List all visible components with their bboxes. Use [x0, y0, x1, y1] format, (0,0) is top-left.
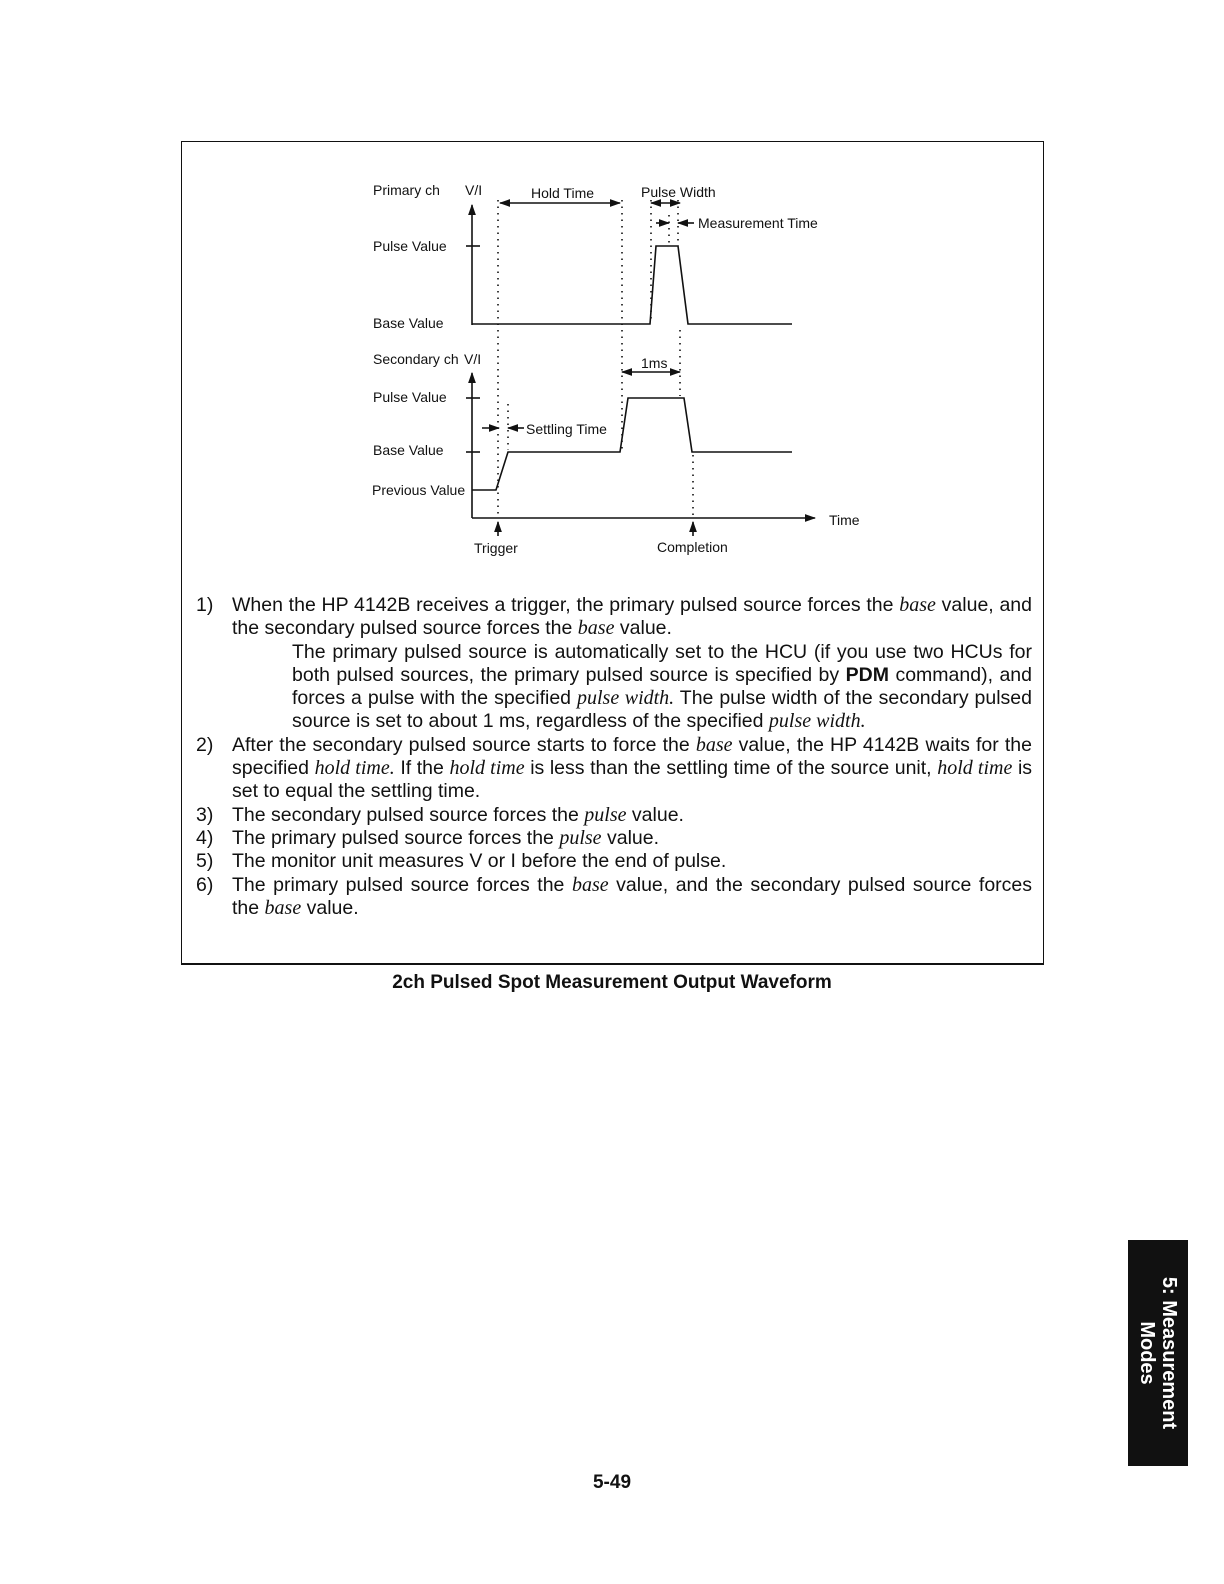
figure-caption: 2ch Pulsed Spot Measurement Output Waveform — [392, 972, 832, 993]
step-text: The pulse width of the secondary pulsed source is set to about 1 ms, regardless of the specified — [292, 687, 1032, 733]
step-emphasis: base — [571, 873, 609, 896]
step-emphasis: pulse — [584, 803, 627, 826]
primary-vi-label: V/I — [465, 182, 483, 198]
primary-waveform — [472, 246, 792, 324]
step-text: command), and forces a pulse with the specified — [292, 663, 1032, 710]
primary-ch-label: Primary ch — [373, 182, 440, 198]
primary-pulse-value-label: Pulse Value — [373, 238, 447, 254]
step-number: 4) — [196, 826, 214, 849]
chapter-side-tab — [1128, 1240, 1188, 1466]
step-emphasis: base — [695, 733, 733, 756]
primary-base-value-label: Base Value — [373, 315, 444, 331]
step-emphasis: pulse width. — [576, 687, 675, 710]
hold-time-label: Hold Time — [531, 185, 595, 201]
step-emphasis: pulse width. — [768, 710, 866, 733]
step-text: The monitor unit measures V or I before the end of pulse. — [232, 850, 727, 873]
secondary-base-value-label: Base Value — [373, 442, 444, 458]
step-text: value. — [619, 617, 672, 640]
step-1 — [196, 594, 1032, 734]
step-text: After the secondary pulsed source starts to force the — [232, 733, 690, 756]
procedure-steps — [196, 594, 1032, 920]
command-name: PDM — [845, 663, 889, 686]
step-number: 5) — [196, 850, 214, 873]
step-text: value, and the secondary pulsed source forces the — [232, 873, 1032, 919]
step-number: 1) — [196, 594, 214, 616]
waveform-diagram — [0, 0, 1224, 570]
step-emphasis: pulse — [559, 826, 602, 849]
step-1-sub-paragraph — [232, 641, 1032, 734]
step-emphasis: base — [264, 896, 302, 919]
step-text: is less than the settling time of the source unit, — [530, 757, 932, 780]
step-emphasis: hold time. — [314, 757, 395, 780]
step-number: 2) — [196, 733, 214, 756]
time-label: Time — [829, 512, 860, 528]
secondary-ch-label: Secondary ch — [373, 351, 459, 367]
trigger-label: Trigger — [474, 540, 518, 556]
previous-value-label: Previous Value — [372, 482, 466, 498]
step-text: value. — [606, 826, 660, 849]
chapter-side-tab-label: 5: Measurement Modes — [1136, 1276, 1180, 1430]
secondary-waveform — [472, 398, 792, 490]
page-number: 5-49 — [592, 1472, 632, 1493]
step-text: value, and the secondary pulsed source forces the — [232, 594, 1032, 640]
secondary-vi-label: V/I — [464, 351, 482, 367]
step-3 — [196, 804, 1032, 827]
pulse-width-label: Pulse Width — [641, 184, 716, 200]
completion-label: Completion — [657, 539, 728, 555]
step-text: The primary pulsed source forces the — [232, 873, 565, 896]
settling-time-label: Settling Time — [526, 421, 607, 437]
one-ms-label: 1ms — [641, 355, 668, 371]
step-number: 3) — [196, 803, 214, 826]
secondary-pulse-value-label: Pulse Value — [373, 389, 447, 405]
step-emphasis: hold time — [937, 757, 1013, 780]
step-6 — [196, 874, 1032, 921]
step-text: The primary pulsed source forces the — [232, 826, 554, 849]
step-text: value. — [306, 896, 359, 919]
step-emphasis: base — [899, 594, 936, 616]
step-text: is set to equal the settling time. — [232, 757, 1033, 803]
step-2 — [196, 734, 1032, 804]
step-emphasis: base — [577, 617, 615, 640]
step-text: The primary pulsed source is automatically set to the HCU (if you use two HCUs for both pulsed sources, the primary pulsed source is specified by — [292, 640, 1032, 686]
step-text: value, the HP 4142B waits for the specified — [232, 733, 1032, 780]
measurement-time-label: Measurement Time — [698, 215, 818, 231]
step-text: value. — [631, 803, 684, 826]
step-5 — [196, 850, 1032, 873]
step-text: If the — [400, 757, 444, 780]
step-text: When the HP 4142B receives a trigger, the primary pulsed source forces the — [232, 594, 894, 616]
step-4 — [196, 827, 1032, 850]
step-emphasis: hold time — [449, 757, 525, 780]
step-text: The secondary pulsed source forces the — [232, 803, 579, 826]
step-number: 6) — [196, 873, 214, 896]
